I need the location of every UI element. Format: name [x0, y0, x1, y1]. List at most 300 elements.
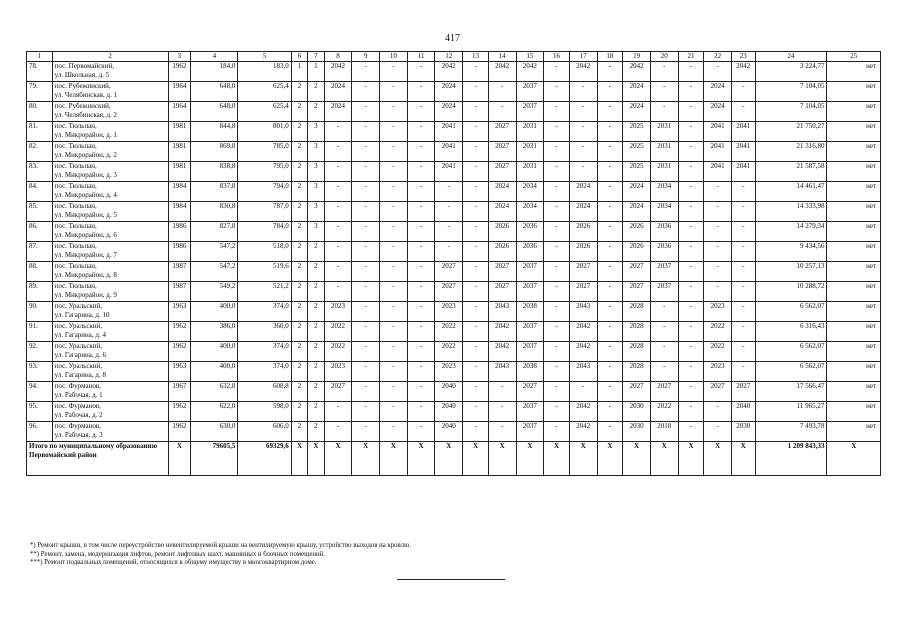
table-cell: -: [704, 62, 732, 82]
table-cell: -: [678, 262, 704, 282]
table-cell: -: [488, 402, 516, 422]
table-cell: -: [407, 102, 435, 122]
table-row: [27, 362, 881, 382]
table-cell: 869,8: [191, 142, 238, 162]
table-cell: 3: [308, 202, 324, 222]
table-cell: 2: [291, 82, 307, 102]
table-cell: -: [678, 162, 704, 182]
table-cell: -: [678, 122, 704, 142]
table-cell: 1967: [168, 382, 191, 402]
column-number: 19: [623, 52, 651, 62]
table-cell: 374,0: [238, 362, 291, 382]
table-cell: 2040: [435, 422, 463, 442]
table-cell: -: [407, 262, 435, 282]
table-cell: -: [380, 142, 408, 162]
table-cell: -: [352, 222, 380, 242]
table-cell: 2031: [516, 162, 544, 182]
table-cell: -: [380, 402, 408, 422]
table-row: [27, 202, 881, 222]
table-cell: 17 566,47: [755, 382, 827, 402]
row-index: 95.: [27, 402, 53, 422]
table-cell: -: [463, 62, 489, 82]
table-cell: -: [463, 402, 489, 422]
table-cell: нет: [827, 122, 881, 142]
table-cell: 3: [308, 142, 324, 162]
table-cell: -: [488, 82, 516, 102]
table-cell: -: [597, 302, 623, 322]
table-cell: 2027: [732, 382, 756, 402]
address-cell: пос. Фурманов, ул. Рабочая, д. 1: [52, 382, 168, 402]
table-cell: -: [704, 262, 732, 282]
table-cell: 2030: [623, 402, 651, 422]
table-cell: 2037: [516, 342, 544, 362]
table-cell: 2028: [623, 322, 651, 342]
table-cell: -: [704, 422, 732, 442]
table-cell: -: [407, 162, 435, 182]
table-cell: -: [544, 82, 570, 102]
table-cell: 11 965,27: [755, 402, 827, 422]
table-cell: 2042: [569, 402, 597, 422]
table-cell: -: [678, 242, 704, 262]
column-number: 7: [308, 52, 324, 62]
table-cell: 2031: [650, 142, 678, 162]
table-cell: 1962: [168, 62, 191, 82]
row-index: 89.: [27, 282, 53, 302]
table-cell: -: [407, 282, 435, 302]
table-cell: 21 587,58: [755, 162, 827, 182]
table-cell: -: [380, 122, 408, 142]
table-cell: 2: [308, 382, 324, 402]
table-cell: -: [569, 142, 597, 162]
table-cell: 2034: [650, 182, 678, 202]
table-cell: 2: [291, 222, 307, 242]
table-cell: 2027: [488, 142, 516, 162]
table-cell: -: [380, 242, 408, 262]
table-cell: 2037: [516, 82, 544, 102]
address-cell: пос. Уральский, ул. Гагарина, д. 6: [52, 342, 168, 362]
table-row: [27, 282, 881, 302]
address-cell: пос. Тюльпан, ул. Микрорайон, д. 6: [52, 222, 168, 242]
table-cell: 2043: [569, 302, 597, 322]
table-cell: 374,0: [238, 342, 291, 362]
table-cell: -: [597, 322, 623, 342]
table-cell: 1964: [168, 82, 191, 102]
table-cell: -: [352, 282, 380, 302]
table-cell: -: [732, 222, 756, 242]
table-cell: 2025: [623, 162, 651, 182]
table-row: [27, 82, 881, 102]
total-cell: X: [435, 442, 463, 476]
total-cell: X: [352, 442, 380, 476]
table-cell: -: [678, 422, 704, 442]
column-number: 4: [191, 52, 238, 62]
table-cell: -: [569, 102, 597, 122]
table-cell: 2036: [650, 222, 678, 242]
table-cell: 2: [308, 402, 324, 422]
table-cell: -: [463, 282, 489, 302]
column-number: 20: [650, 52, 678, 62]
table-cell: -: [435, 202, 463, 222]
table-cell: 801,0: [238, 122, 291, 142]
column-number: 15: [516, 52, 544, 62]
table-cell: -: [380, 342, 408, 362]
table-cell: -: [678, 322, 704, 342]
table-cell: -: [407, 402, 435, 422]
table-cell: -: [650, 82, 678, 102]
table-cell: 2022: [704, 342, 732, 362]
table-cell: 10 288,72: [755, 282, 827, 302]
table-cell: -: [324, 422, 352, 442]
table-cell: -: [463, 182, 489, 202]
table-cell: 7 104,05: [755, 82, 827, 102]
total-cell: X: [168, 442, 191, 476]
table-cell: -: [352, 342, 380, 362]
table-cell: 2027: [650, 382, 678, 402]
table-cell: нет: [827, 82, 881, 102]
table-cell: 2: [291, 302, 307, 322]
table-cell: 827,8: [191, 222, 238, 242]
table-cell: 2034: [516, 202, 544, 222]
table-cell: 795,0: [238, 162, 291, 182]
table-cell: -: [324, 142, 352, 162]
table-cell: 374,0: [238, 302, 291, 322]
column-number: 25: [827, 52, 881, 62]
total-cell: X: [597, 442, 623, 476]
table-cell: 2037: [516, 422, 544, 442]
table-cell: 2024: [488, 202, 516, 222]
table-row: [27, 242, 881, 262]
table-cell: -: [544, 382, 570, 402]
table-cell: 7 493,78: [755, 422, 827, 442]
table-cell: 547,2: [191, 242, 238, 262]
table-cell: -: [597, 62, 623, 82]
table-cell: 2037: [650, 282, 678, 302]
table-cell: 2024: [704, 82, 732, 102]
table-cell: -: [324, 402, 352, 422]
address-cell: пос. Тюльпан, ул. Микрорайон, д. 9: [52, 282, 168, 302]
table-cell: 2026: [488, 242, 516, 262]
column-number: 12: [435, 52, 463, 62]
table-cell: 2022: [324, 342, 352, 362]
table-cell: -: [597, 282, 623, 302]
table-cell: -: [544, 402, 570, 422]
table-cell: -: [544, 202, 570, 222]
row-index: 86.: [27, 222, 53, 242]
table-cell: -: [678, 342, 704, 362]
table-cell: 2022: [324, 322, 352, 342]
table-cell: 2041: [732, 162, 756, 182]
table-cell: 2037: [650, 262, 678, 282]
address-cell: пос. Фурманов, ул. Рабочая, д. 2: [52, 402, 168, 422]
table-cell: -: [650, 322, 678, 342]
total-cell: X: [488, 442, 516, 476]
table-cell: 547,2: [191, 262, 238, 282]
table-cell: -: [544, 322, 570, 342]
table-row: [27, 302, 881, 322]
address-cell: пос. Тюльпан, ул. Микрорайон, д. 7: [52, 242, 168, 262]
table-cell: 648,0: [191, 102, 238, 122]
table-cell: 1981: [168, 142, 191, 162]
table-cell: 2036: [516, 222, 544, 242]
table-cell: 2034: [650, 202, 678, 222]
row-index: 88.: [27, 262, 53, 282]
table-cell: -: [732, 342, 756, 362]
table-cell: -: [463, 342, 489, 362]
table-row: [27, 222, 881, 242]
table-cell: 2042: [488, 62, 516, 82]
column-number: 23: [732, 52, 756, 62]
column-number: 3: [168, 52, 191, 62]
table-cell: 2: [291, 142, 307, 162]
total-row: [27, 442, 881, 476]
table-row: [27, 342, 881, 362]
total-cell: X: [704, 442, 732, 476]
table-cell: 2037: [516, 102, 544, 122]
table-cell: -: [407, 362, 435, 382]
table-row: [27, 382, 881, 402]
table-cell: 2: [291, 322, 307, 342]
table-cell: -: [463, 302, 489, 322]
table-cell: -: [678, 282, 704, 302]
table-cell: -: [324, 182, 352, 202]
table-cell: 2024: [569, 182, 597, 202]
table-cell: -: [435, 222, 463, 242]
row-index: 82.: [27, 142, 53, 162]
table-cell: 2: [308, 362, 324, 382]
table-cell: 2023: [704, 362, 732, 382]
table-cell: 787,0: [238, 202, 291, 222]
table-cell: 2024: [488, 182, 516, 202]
table-cell: 1: [308, 62, 324, 82]
table-cell: -: [544, 282, 570, 302]
table-cell: -: [597, 422, 623, 442]
table-cell: 2025: [623, 142, 651, 162]
table-cell: 598,0: [238, 402, 291, 422]
column-number: 1: [27, 52, 53, 62]
table-cell: -: [407, 302, 435, 322]
table-cell: -: [650, 342, 678, 362]
total-cell: 1 209 843,33: [755, 442, 827, 476]
table-cell: -: [678, 202, 704, 222]
table-cell: 2026: [488, 222, 516, 242]
table-cell: 1962: [168, 402, 191, 422]
table-cell: 2034: [516, 182, 544, 202]
table-cell: 625,4: [238, 102, 291, 122]
column-number: 5: [238, 52, 291, 62]
table-cell: -: [597, 182, 623, 202]
table-cell: 2027: [516, 382, 544, 402]
table-cell: 2041: [435, 122, 463, 142]
total-cell: X: [407, 442, 435, 476]
table-cell: 21 750,27: [755, 122, 827, 142]
table-cell: 837,8: [191, 182, 238, 202]
table-cell: 2: [291, 162, 307, 182]
table-cell: -: [324, 242, 352, 262]
table-cell: -: [732, 262, 756, 282]
table-cell: -: [544, 162, 570, 182]
table-cell: 2042: [569, 422, 597, 442]
table-cell: 2: [291, 102, 307, 122]
table-cell: 2: [308, 102, 324, 122]
table-cell: -: [597, 122, 623, 142]
table-cell: 1987: [168, 282, 191, 302]
table-cell: -: [569, 82, 597, 102]
table-cell: 2040: [435, 402, 463, 422]
table-cell: -: [435, 182, 463, 202]
table-cell: 400,0: [191, 342, 238, 362]
address-cell: пос. Тюльпан, ул. Микрорайон, д. 8: [52, 262, 168, 282]
table-cell: 6 562,07: [755, 362, 827, 382]
footnote-roof: *) Ремонт крыши, в том числе переустройство невентилируемой крыши на вентилируемую крышу, устройство выходов на кровлю.: [30, 542, 411, 549]
table-cell: 2042: [488, 322, 516, 342]
table-cell: 2041: [732, 142, 756, 162]
column-number: 16: [544, 52, 570, 62]
table-cell: -: [704, 242, 732, 262]
table-cell: 2043: [488, 362, 516, 382]
address-cell: пос. Тюльпан, ул. Микрорайон, д. 1: [52, 122, 168, 142]
table-cell: -: [597, 162, 623, 182]
table-cell: -: [732, 362, 756, 382]
table-cell: 2: [291, 422, 307, 442]
table-cell: -: [352, 102, 380, 122]
column-number: 9: [352, 52, 380, 62]
total-cell: X: [380, 442, 408, 476]
table-cell: -: [732, 242, 756, 262]
column-number-row: [27, 52, 881, 62]
table-cell: 3: [308, 162, 324, 182]
table-cell: -: [324, 122, 352, 142]
table-cell: 2: [291, 242, 307, 262]
table-cell: 2026: [569, 222, 597, 242]
table-cell: -: [544, 122, 570, 142]
table-cell: -: [435, 242, 463, 262]
table-cell: 2027: [488, 262, 516, 282]
table-cell: -: [597, 262, 623, 282]
table-cell: -: [650, 62, 678, 82]
table-cell: 2041: [435, 162, 463, 182]
table-cell: 2025: [623, 122, 651, 142]
table-cell: -: [678, 222, 704, 242]
address-cell: пос. Тюльпан, ул. Микрорайон, д. 2: [52, 142, 168, 162]
table-cell: 3 224,77: [755, 62, 827, 82]
address-cell: пос. Тюльпан, ул. Микрорайон, д. 3: [52, 162, 168, 182]
table-cell: -: [352, 402, 380, 422]
table-cell: 2023: [324, 302, 352, 322]
table-row: [27, 62, 881, 82]
table-cell: -: [732, 322, 756, 342]
table-cell: 2024: [324, 82, 352, 102]
table-cell: -: [380, 222, 408, 242]
table-cell: 844,8: [191, 122, 238, 142]
table-cell: 2022: [704, 322, 732, 342]
table-cell: -: [488, 102, 516, 122]
table-cell: -: [569, 382, 597, 402]
table-cell: 2027: [488, 162, 516, 182]
table-cell: 2: [291, 202, 307, 222]
row-index: 84.: [27, 182, 53, 202]
table-cell: -: [324, 262, 352, 282]
table-cell: -: [544, 182, 570, 202]
table-cell: нет: [827, 242, 881, 262]
table-cell: -: [544, 362, 570, 382]
table-cell: 2024: [623, 202, 651, 222]
table-cell: -: [352, 162, 380, 182]
row-index: 92.: [27, 342, 53, 362]
table-cell: -: [597, 202, 623, 222]
table-cell: нет: [827, 342, 881, 362]
row-index: 80.: [27, 102, 53, 122]
table-cell: 2026: [569, 242, 597, 262]
total-cell: X: [827, 442, 881, 476]
table-cell: 2042: [569, 62, 597, 82]
table-cell: 2042: [569, 342, 597, 362]
table-cell: 2: [308, 82, 324, 102]
row-index: 85.: [27, 202, 53, 222]
table-cell: 1963: [168, 362, 191, 382]
table-cell: -: [704, 182, 732, 202]
closing-rule: [397, 579, 505, 580]
table-cell: 2037: [516, 282, 544, 302]
table-cell: 2024: [569, 202, 597, 222]
table-cell: 21 316,80: [755, 142, 827, 162]
total-cell: X: [623, 442, 651, 476]
table-row: [27, 162, 881, 182]
table-cell: 2031: [516, 122, 544, 142]
table-cell: -: [407, 222, 435, 242]
table-cell: -: [650, 102, 678, 122]
table-cell: 184,0: [191, 62, 238, 82]
row-index: 91.: [27, 322, 53, 342]
table-cell: нет: [827, 182, 881, 202]
table-cell: 622,0: [191, 402, 238, 422]
table-cell: 2030: [732, 422, 756, 442]
table-cell: -: [463, 142, 489, 162]
table-cell: 2027: [324, 382, 352, 402]
table-cell: 3: [308, 182, 324, 202]
table-cell: 549,2: [191, 282, 238, 302]
table-cell: 648,0: [191, 82, 238, 102]
table-cell: нет: [827, 102, 881, 122]
table-cell: -: [324, 162, 352, 182]
table-cell: -: [407, 422, 435, 442]
table-cell: 2024: [324, 102, 352, 122]
column-number: 10: [380, 52, 408, 62]
table-cell: 2041: [732, 122, 756, 142]
table-cell: -: [678, 382, 704, 402]
table-cell: 2: [308, 242, 324, 262]
table-cell: 518,0: [238, 242, 291, 262]
total-cell: X: [308, 442, 324, 476]
table-cell: -: [352, 362, 380, 382]
table-cell: -: [597, 242, 623, 262]
table-cell: -: [544, 62, 570, 82]
total-cell: X: [678, 442, 704, 476]
table-cell: 2024: [704, 102, 732, 122]
table-cell: -: [597, 102, 623, 122]
table-cell: -: [463, 102, 489, 122]
table-cell: 2037: [516, 322, 544, 342]
table-cell: -: [569, 122, 597, 142]
table-cell: 7 104,05: [755, 102, 827, 122]
table-cell: 2028: [623, 342, 651, 362]
table-cell: 1964: [168, 102, 191, 122]
table-cell: 2042: [516, 62, 544, 82]
table-cell: 2042: [623, 62, 651, 82]
column-number: 2: [52, 52, 168, 62]
table-cell: нет: [827, 202, 881, 222]
table-cell: -: [324, 222, 352, 242]
table-cell: -: [352, 62, 380, 82]
